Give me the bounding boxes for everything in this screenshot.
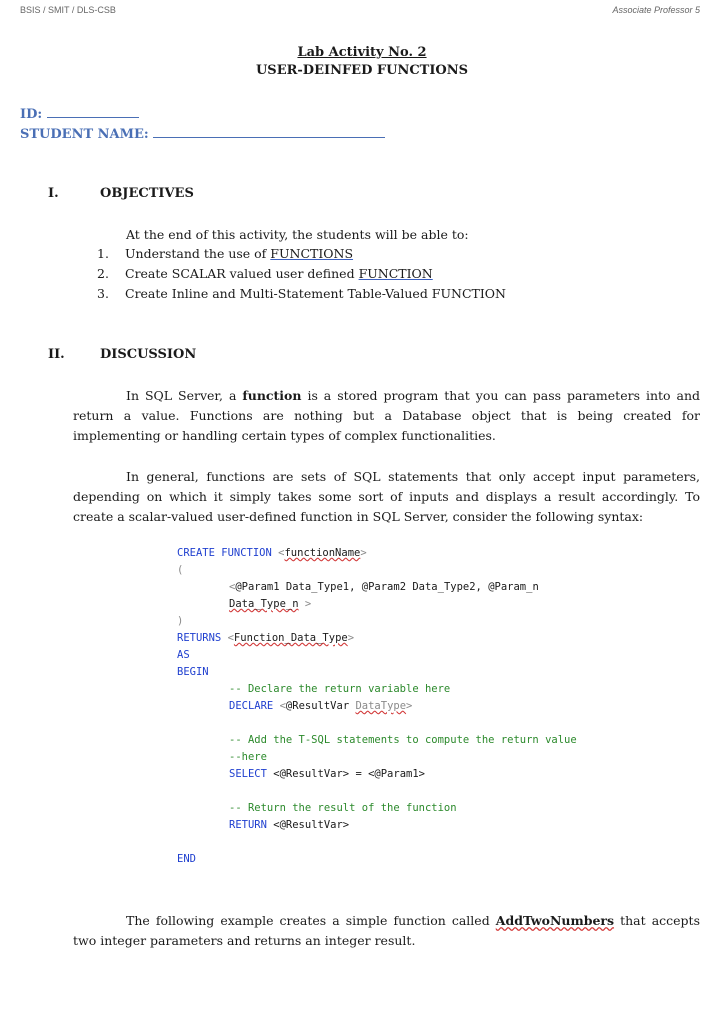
lab-activity-number: Lab Activity No. 2 bbox=[297, 45, 427, 60]
objectives-intro: At the end of this activity, the students will be able to: bbox=[126, 227, 469, 242]
discussion-paragraph-2: In general, functions are sets of SQL statements that only accept input parameters, depending on which it simply takes some sort of inputs and displays a result accordingly. To create a scalar-valued user-defined function in SQL Server, consider the following syntax: bbox=[73, 469, 700, 524]
objectives-list bbox=[97, 244, 506, 304]
student-name-field[interactable] bbox=[20, 125, 385, 145]
id-field[interactable] bbox=[20, 105, 385, 125]
list-item: 2. Create SCALAR valued user defined FUNCTION bbox=[97, 266, 433, 281]
header-instructor-title: Associate Professor 5 bbox=[612, 5, 700, 15]
id-label: ID: bbox=[20, 107, 43, 122]
functions-link: FUNCTIONS bbox=[270, 246, 354, 261]
lab-activity-topic: USER-DEINFED FUNCTIONS bbox=[255, 63, 469, 78]
id-blank[interactable] bbox=[47, 105, 139, 118]
section-title: OBJECTIVES bbox=[100, 186, 194, 201]
section-title: DISCUSSION bbox=[100, 347, 197, 362]
section-number: I. bbox=[48, 186, 59, 201]
section-number: II. bbox=[48, 347, 65, 362]
header-course-code: BSIS / SMIT / DLS-CSB bbox=[20, 5, 116, 15]
sql-syntax-code-block: CREATE FUNCTION <functionName> ( <@Param1 Data_Type1, @Param2 Data_Type2, @Param_n Data_Type_n > ) RETURNS <Function_Data_Type> AS BEGIN -- Declare the return variable here DECLARE <@ResultVar DataType> -- Add the T-SQL statements to compute the return value --here SELECT <@ResultVar> = <@Param1> -- Return the result of the function RETURN <@ResultVar> END bbox=[177, 547, 577, 865]
discussion-paragraph-3: The following example creates a simple function called AddTwoNumbers that accepts two integer parameters and returns an integer result. bbox=[73, 913, 700, 948]
list-item: 1. Understand the use of FUNCTIONS bbox=[97, 246, 354, 261]
function-link: FUNCTION bbox=[358, 266, 433, 281]
list-item: 3. Create Inline and Multi-Statement Table-Valued FUNCTION bbox=[97, 286, 506, 301]
student-info bbox=[20, 105, 385, 145]
function-term: function bbox=[242, 388, 302, 403]
student-name-blank[interactable] bbox=[153, 125, 385, 138]
document-title bbox=[0, 44, 724, 80]
discussion-paragraph-1: In SQL Server, a function is a stored program that you can pass parameters into and return a value. Functions are nothing but a Database object that is being created for implementing or handling certain types of complex functionalities. bbox=[73, 388, 701, 443]
addtwonumbers-term: AddTwoNumbers bbox=[495, 913, 615, 928]
student-name-label: STUDENT NAME: bbox=[20, 127, 149, 142]
